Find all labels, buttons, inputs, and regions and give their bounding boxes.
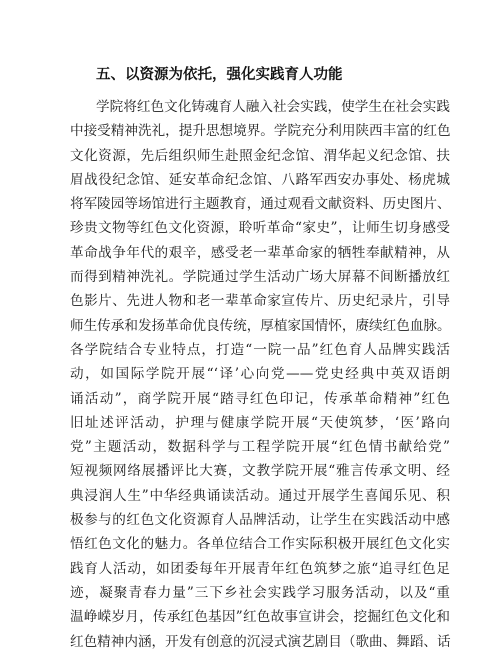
body-line: 迹，凝聚青春力量”三下乡社会实践学习服务活动，以及“重 — [70, 584, 450, 601]
body-line: 革命战争年代的艰辛，感受老一辈革命家的牺牲奉献精神，从 — [70, 244, 450, 261]
body-line: 各学院结合专业特点，打造“一院一品”红色育人品牌实践活 — [70, 341, 450, 358]
body-line: 而得到精神洗礼。学院通过学生活动广场大屏幕不间断播放红 — [70, 269, 450, 286]
body-line: 极参与的红色文化资源育人品牌活动，让学生在实践活动中感 — [70, 512, 450, 529]
body-line: 旧址述评活动，护理与健康学院开展“天使筑梦，‘医’路向 — [70, 414, 450, 431]
body-line: 将军陵园等场馆进行主题教育，通过观看文献资料、历史图片、 — [70, 196, 451, 213]
body-line: 色影片、先进人物和老一辈革命家宣传片、历史纪录片，引导 — [70, 293, 450, 310]
body-line: 师生传承和发扬革命优良传统，厚植家国情怀，赓续红色血脉。 — [70, 317, 451, 334]
body-line: 典浸润人生”中华经典诵读活动。通过开展学生喜闻乐见、积 — [70, 487, 450, 504]
body-line: 动，如国际学院开展“‘译’心向党——党史经典中英双语朗 — [70, 366, 450, 383]
body-line: 中接受精神洗礼，提升思想境界。学院充分利用陕西丰富的红色 — [70, 123, 451, 140]
body-line: 学院将红色文化铸魂育人融入社会实践，使学生在社会实践 — [96, 99, 450, 115]
body-line: 文化资源，先后组织师生赴照金纪念馆、渭华起义纪念馆、扶 — [70, 147, 450, 164]
section-body — [70, 95, 450, 654]
body-line: 温峥嵘岁月，传承红色基因”红色故事宣讲会，挖掘红色文化和 — [70, 609, 450, 626]
body-line: 红色精神内涵，开发有创意的沉浸式演艺剧目（歌曲、舞蹈、话 — [70, 633, 451, 650]
body-line: 短视频网络展播评比大赛，文教学院开展“雅言传承文明、经 — [70, 463, 450, 480]
body-line: 践育人活动，如团委每年开展青年红色筑梦之旅“追寻红色足 — [70, 560, 450, 577]
body-line: 珍贵文物等红色文化资源，聆听革命“家史”，让师生切身感受 — [70, 220, 450, 237]
body-line: 悟红色文化的魅力。各单位结合工作实际积极开展红色文化实 — [70, 536, 450, 553]
body-line: 眉战役纪念馆、延安革命纪念馆、八路军西安办事处、杨虎城 — [70, 171, 450, 188]
body-line: 诵活动”，商学院开展“踏寻红色印记，传承革命精神”红色 — [70, 390, 450, 407]
body-line: 党”主题活动，数据科学与工程学院开展“红色情书献给党” — [70, 439, 450, 456]
section-heading: 五、以资源为依托，强化实践育人功能 — [96, 67, 343, 83]
